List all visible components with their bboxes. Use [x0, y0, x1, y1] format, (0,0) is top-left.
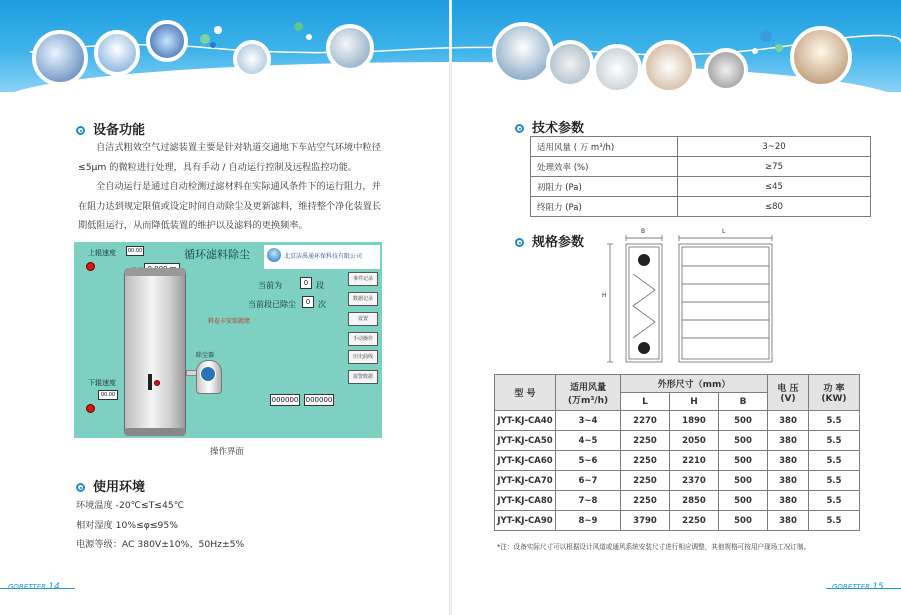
upper-speed-label: 上辊速度 [88, 249, 116, 257]
dust-count-label: 当前段已除尘 [248, 300, 296, 309]
deco-dot [775, 44, 783, 52]
dust-count-value: 0 [302, 296, 314, 308]
drawing-label-b: B [641, 228, 646, 235]
filter-bottom-roller [124, 428, 186, 436]
cell-b: 500 [719, 451, 768, 471]
cell-voltage: 380 [768, 451, 809, 471]
cell-voltage: 380 [768, 431, 809, 451]
page-number: 14 [48, 582, 60, 592]
cell-h: 2210 [670, 451, 719, 471]
fan-icon [638, 342, 650, 354]
photo-circle-6 [492, 22, 554, 84]
drawing-label-h: H [602, 292, 607, 299]
upper-speed-indicator [86, 262, 95, 271]
cell-l: 3790 [621, 511, 670, 531]
cell-l: 2250 [621, 451, 670, 471]
header-dims: 外形尺寸（mm） [621, 375, 768, 393]
hmi-screen [74, 242, 382, 438]
header-b: B [719, 393, 768, 411]
param-name: 适用风量 ( 万 m³/h) [531, 137, 678, 157]
cell-h: 2850 [670, 491, 719, 511]
cell-model: JYT-KJ-CA50 [495, 431, 556, 451]
cell-h: 2050 [670, 431, 719, 451]
photo-circle-3 [146, 20, 188, 62]
table-row [495, 431, 860, 451]
cell-h: 2370 [670, 471, 719, 491]
cell-flow: 5~6 [556, 451, 621, 471]
spec-table [494, 374, 860, 531]
data-log-button[interactable]: 数据记录 [348, 292, 378, 306]
deco-dot [200, 34, 210, 44]
param-name: 初阻力 (Pa) [531, 177, 678, 197]
unit-drawing [600, 228, 790, 368]
param-value: 3~20 [678, 137, 871, 157]
function-line: 自洁式粗效空气过滤装置主要是针对轨道交通地下车站空气环境中粒径 [96, 142, 381, 153]
table-row [531, 197, 871, 217]
history-curve-button[interactable]: 历史曲线 [348, 350, 378, 364]
brand-text: GOBETTER [8, 583, 46, 591]
photo-circle-1 [32, 30, 88, 86]
bullet-icon [515, 238, 524, 247]
alarm-data-button[interactable]: 报警数据 [348, 370, 378, 384]
fan-icon [638, 254, 650, 266]
header-l: L [621, 393, 670, 411]
company-name: 北京洁禹通环保科技有限公司 [284, 253, 363, 260]
table-header-row [495, 375, 860, 393]
header-h: H [670, 393, 719, 411]
upper-speed-value: 00.00 [127, 248, 143, 254]
cell-power: 5.5 [809, 451, 860, 471]
photo-circle-8 [592, 44, 642, 94]
cell-model: JYT-KJ-CA80 [495, 491, 556, 511]
header-flow: 适用风量 (万m³/h) [556, 375, 621, 411]
current-segment-unit: 段 [316, 281, 324, 290]
dust-count-unit: 次 [318, 300, 326, 309]
function-line: 在阻力达到规定限值或设定时间自动除尘及更新滤料，维持整个净化装置长 [78, 200, 382, 212]
photo-circle-9 [642, 40, 696, 94]
tech-params-table [530, 136, 871, 217]
param-value: ≤45 [678, 177, 871, 197]
photo-circle-10 [704, 48, 748, 92]
page-number: 15 [872, 582, 884, 592]
fan-icon [200, 366, 216, 382]
brand-text: GOBETTER [832, 583, 870, 591]
environment-line: 环境温度 -20℃≤T≤45℃ [76, 500, 185, 511]
handle-indicator [154, 380, 160, 386]
cell-b: 500 [719, 491, 768, 511]
cell-model: JYT-KJ-CA90 [495, 511, 556, 531]
table-row [495, 511, 860, 531]
param-value: ≤80 [678, 197, 871, 217]
cell-voltage: 380 [768, 471, 809, 491]
company-logo-mark [267, 248, 281, 262]
deco-dot [214, 26, 222, 34]
current-segment-label: 当前为 [258, 281, 282, 290]
cell-h: 1890 [670, 411, 719, 431]
function-line: 全自动运行是通过自动检测过滤材料在实际通风条件下的运行阻力，并 [96, 181, 381, 192]
cell-b: 500 [719, 431, 768, 451]
table-row [531, 177, 871, 197]
drawing-label-l: L [722, 228, 726, 235]
cell-power: 5.5 [809, 411, 860, 431]
param-name: 终阻力 (Pa) [531, 197, 678, 217]
status-text: 料卷卡安装就绪 [208, 318, 251, 325]
bullet-icon [515, 124, 524, 133]
page-number-right [832, 582, 884, 592]
environment-line: 相对湿度 10%≤φ≤95% [76, 519, 178, 531]
cell-b: 500 [719, 511, 768, 531]
current-segment-value: 0 [300, 277, 312, 289]
deco-dot [752, 48, 758, 54]
cell-flow: 6~7 [556, 471, 621, 491]
spec-note: *注：设备实际尺寸可以根据设计风道或通风系统安装尺寸进行相应调整，其他规格可按用户现场工况订制。 [497, 543, 811, 551]
deco-dot [294, 22, 303, 31]
hmi-title: 循环滤料除尘 [184, 248, 250, 261]
cell-model: JYT-KJ-CA70 [495, 471, 556, 491]
bullet-icon [76, 126, 85, 135]
cell-voltage: 380 [768, 491, 809, 511]
cell-flow: 4~5 [556, 431, 621, 451]
table-row [495, 451, 860, 471]
cell-flow: 7~8 [556, 491, 621, 511]
table-row [531, 137, 871, 157]
function-line: ≤5μm 的微粒进行处理，具有手动 / 自动运行控制及远程监控功能。 [78, 161, 358, 173]
table-row [495, 471, 860, 491]
filter-column [124, 272, 186, 432]
cell-flow: 3~4 [556, 411, 621, 431]
param-name: 处理效率 (%) [531, 157, 678, 177]
dust-collector-label: 除尘器 [196, 352, 215, 359]
lower-speed-indicator [86, 404, 95, 413]
environment-paragraph [76, 496, 406, 555]
photo-circle-5 [326, 24, 374, 72]
cell-model: JYT-KJ-CA60 [495, 451, 556, 471]
deco-dot [760, 30, 772, 42]
cell-l: 2250 [621, 491, 670, 511]
lower-speed-value: 00.00 [98, 390, 118, 400]
section-title-environment: 使用环境 [76, 476, 145, 495]
cell-voltage: 380 [768, 511, 809, 531]
cell-l: 2250 [621, 431, 670, 451]
header-model: 型 号 [495, 375, 556, 411]
function-line: 期低阻运行，从而降低装置的维护以及滤料的更换频率。 [78, 220, 308, 231]
counter-1: 000000 [271, 396, 299, 404]
cell-power: 5.5 [809, 511, 860, 531]
counter-2: 000000 [305, 396, 333, 404]
deco-dot [210, 42, 216, 48]
cell-power: 5.5 [809, 431, 860, 451]
header-voltage: 电 压 (V) [768, 375, 809, 411]
section-title-tech: 技术参数 [515, 117, 584, 136]
photo-circle-4 [233, 40, 271, 78]
table-row [531, 157, 871, 177]
cell-h: 2250 [670, 511, 719, 531]
cell-b: 500 [719, 411, 768, 431]
cell-power: 5.5 [809, 471, 860, 491]
cell-voltage: 380 [768, 411, 809, 431]
photo-circle-11 [790, 26, 852, 88]
table-row [495, 411, 860, 431]
environment-line: 电源等级：AC 380V±10%、50Hz±5% [76, 539, 245, 550]
filter-top-roller [124, 268, 186, 276]
header-power: 功 率 (KW) [809, 375, 860, 411]
param-value: ≥75 [678, 157, 871, 177]
filter-handle [148, 374, 152, 390]
lower-speed-label: 下辊速度 [88, 379, 116, 387]
function-paragraph [78, 138, 408, 236]
bullet-icon [76, 483, 85, 492]
cell-model: JYT-KJ-CA40 [495, 411, 556, 431]
cell-b: 500 [719, 471, 768, 491]
cell-l: 2270 [621, 411, 670, 431]
section-title-function: 设备功能 [76, 119, 145, 138]
cell-l: 2250 [621, 471, 670, 491]
photo-circle-2 [94, 30, 140, 76]
section-title-spec: 规格参数 [515, 231, 584, 250]
cell-flow: 8~9 [556, 511, 621, 531]
deco-dot [306, 34, 312, 40]
photo-circle-7 [546, 40, 594, 88]
page-number-left [8, 582, 60, 592]
event-log-button[interactable]: 事件记录 [348, 272, 378, 286]
manual-button[interactable]: 手动操作 [348, 332, 378, 346]
hmi-caption: 操作界面 [210, 447, 245, 457]
table-row [495, 491, 860, 511]
settings-button[interactable]: 设置 [348, 312, 378, 326]
cell-power: 5.5 [809, 491, 860, 511]
